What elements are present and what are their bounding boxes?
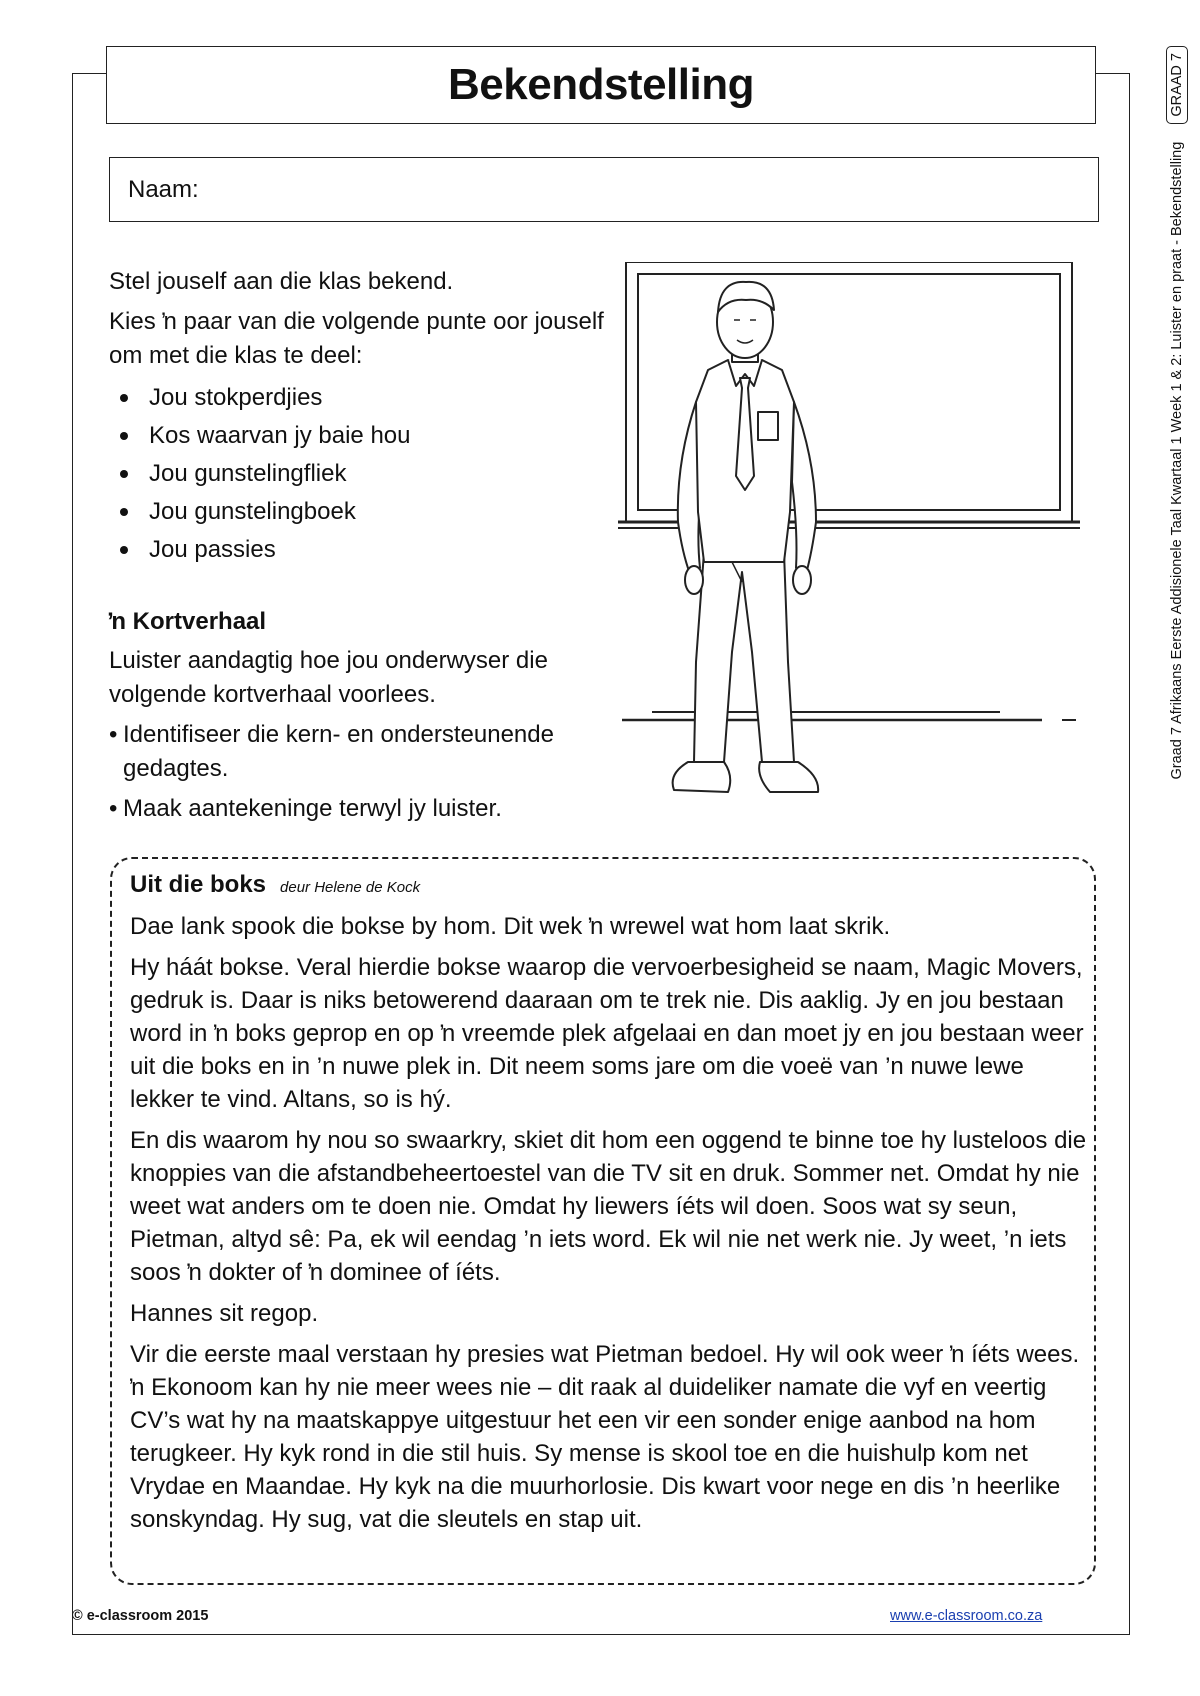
side-label [1161, 46, 1193, 886]
name-label: Naam: [128, 175, 199, 203]
right-hand [793, 566, 811, 594]
list-item: Jou passies [109, 531, 629, 569]
copyright-text: © e-classroom 2015 [72, 1608, 209, 1624]
website-link[interactable]: www.e-classroom.co.za [890, 1608, 1043, 1624]
story-paragraph: Vir die eerste maal verstaan hy presies wat Pietman bedoel. Hy wil ook weer ŉ íéts wees. ŉ Ekonoom kan hy nie meer wees nie – dit raak al duideliker namate die vyf en veertig CV’s wat hy na maatskappye uitgestuur het een vir een sonder enige aanbod na hom terugkeer. Hy kyk rond in die stil huis. Sy mense is skool toe en die huishulp kom net Vrydae en Maandae. Hy kyk na die muurhorlosie. Dis kwart voor nege en dis ’n heerlike sonskyndag. Hy sug, vat die sleutels en stap uit. [130, 1341, 1080, 1533]
story-title: Uit die boks [130, 871, 267, 898]
list-item: Jou gunstelingfliek [109, 455, 629, 493]
list-item: Jou gunstelingboek [109, 493, 629, 531]
right-arm [792, 402, 816, 574]
intro-section [109, 265, 629, 569]
right-shoe [759, 762, 818, 792]
instruction-text: Luister aandagtig hoe jou onderwyser die volgende kortverhaal voorlees. [109, 647, 548, 708]
intro-line-2: Kies ŉ paar van die volgende punte oor jouself om met die klas te deel: [109, 308, 604, 369]
name-field[interactable] [109, 157, 1099, 222]
list-item: Jou stokperdjies [109, 379, 629, 417]
story-content [130, 868, 1090, 1544]
list-item: • Maak aantekeninge terwyl jy luister. [109, 795, 502, 822]
series-text: Graad 7 Afrikaans Eerste Addisionele Taal Kwartaal 1 Week 1 & 2: Luister en praat - Bekendstelling [1169, 141, 1185, 780]
intro-line-1: Stel jouself aan die klas bekend. [109, 268, 454, 295]
trousers [694, 552, 794, 762]
short-story-instructions [109, 644, 629, 826]
list-item: Kos waarvan jy baie hou [109, 417, 629, 455]
story-paragraph: Dae lank spook die bokse by hom. Dit wek ŉ wrewel wat hom laat skrik. [130, 913, 891, 940]
list-item: • Identifiseer die kern- en ondersteunende gedagtes. [109, 721, 554, 782]
topic-list [109, 379, 629, 569]
story-paragraph: Hy háát bokse. Veral hierdie bokse waarop die vervoerbesigheid se naam, Magic Movers, gedruk is. Daar is niks betowerend daaraan om te trek nie. Dis aaklig. Jy en jou bestaan word in ŉ boks geprop en op ŉ vreemde plek afgelaai en dan moet jy en jou bestaan weer uit die boks en in ’n nuwe plek in. Dit neem soms jare om die voeë van ’n nuwe lewe lekker te vind. Altans, so is hý. [130, 954, 1084, 1113]
title-box [106, 46, 1096, 124]
left-shoe [673, 762, 731, 792]
story-paragraph: En dis waarom hy nou so swaarkry, skiet dit hom een oggend te binne toe hy lusteloos die knoppies van die afstandbeheertoestel van die TV sit en druk. Sommer net. Omdat hy nie weet wat anders om te doen nie. Omdat hy liewers íéts wil doen. Soos wat sy seun, Pietman, altyd sê: Pa, ek wil eendag ’n iets word. Ek wil nie net werk nie. Jy weet, ’n iets soos ŉ dokter of ŉ dominee of íéts. [130, 1127, 1087, 1286]
left-hand [685, 566, 703, 594]
story-title-row [130, 868, 1090, 904]
student-figure [673, 282, 819, 792]
grade-badge: GRAAD 7 [1166, 46, 1188, 124]
student-illustration [612, 262, 1082, 822]
page-title: Bekendstelling [448, 60, 754, 109]
story-author: deur Helene de Kock [280, 879, 421, 896]
shirt-pocket [758, 412, 778, 440]
story-paragraph: Hannes sit regop. [130, 1300, 319, 1327]
short-story-heading: ŉ Kortverhaal [109, 608, 267, 635]
